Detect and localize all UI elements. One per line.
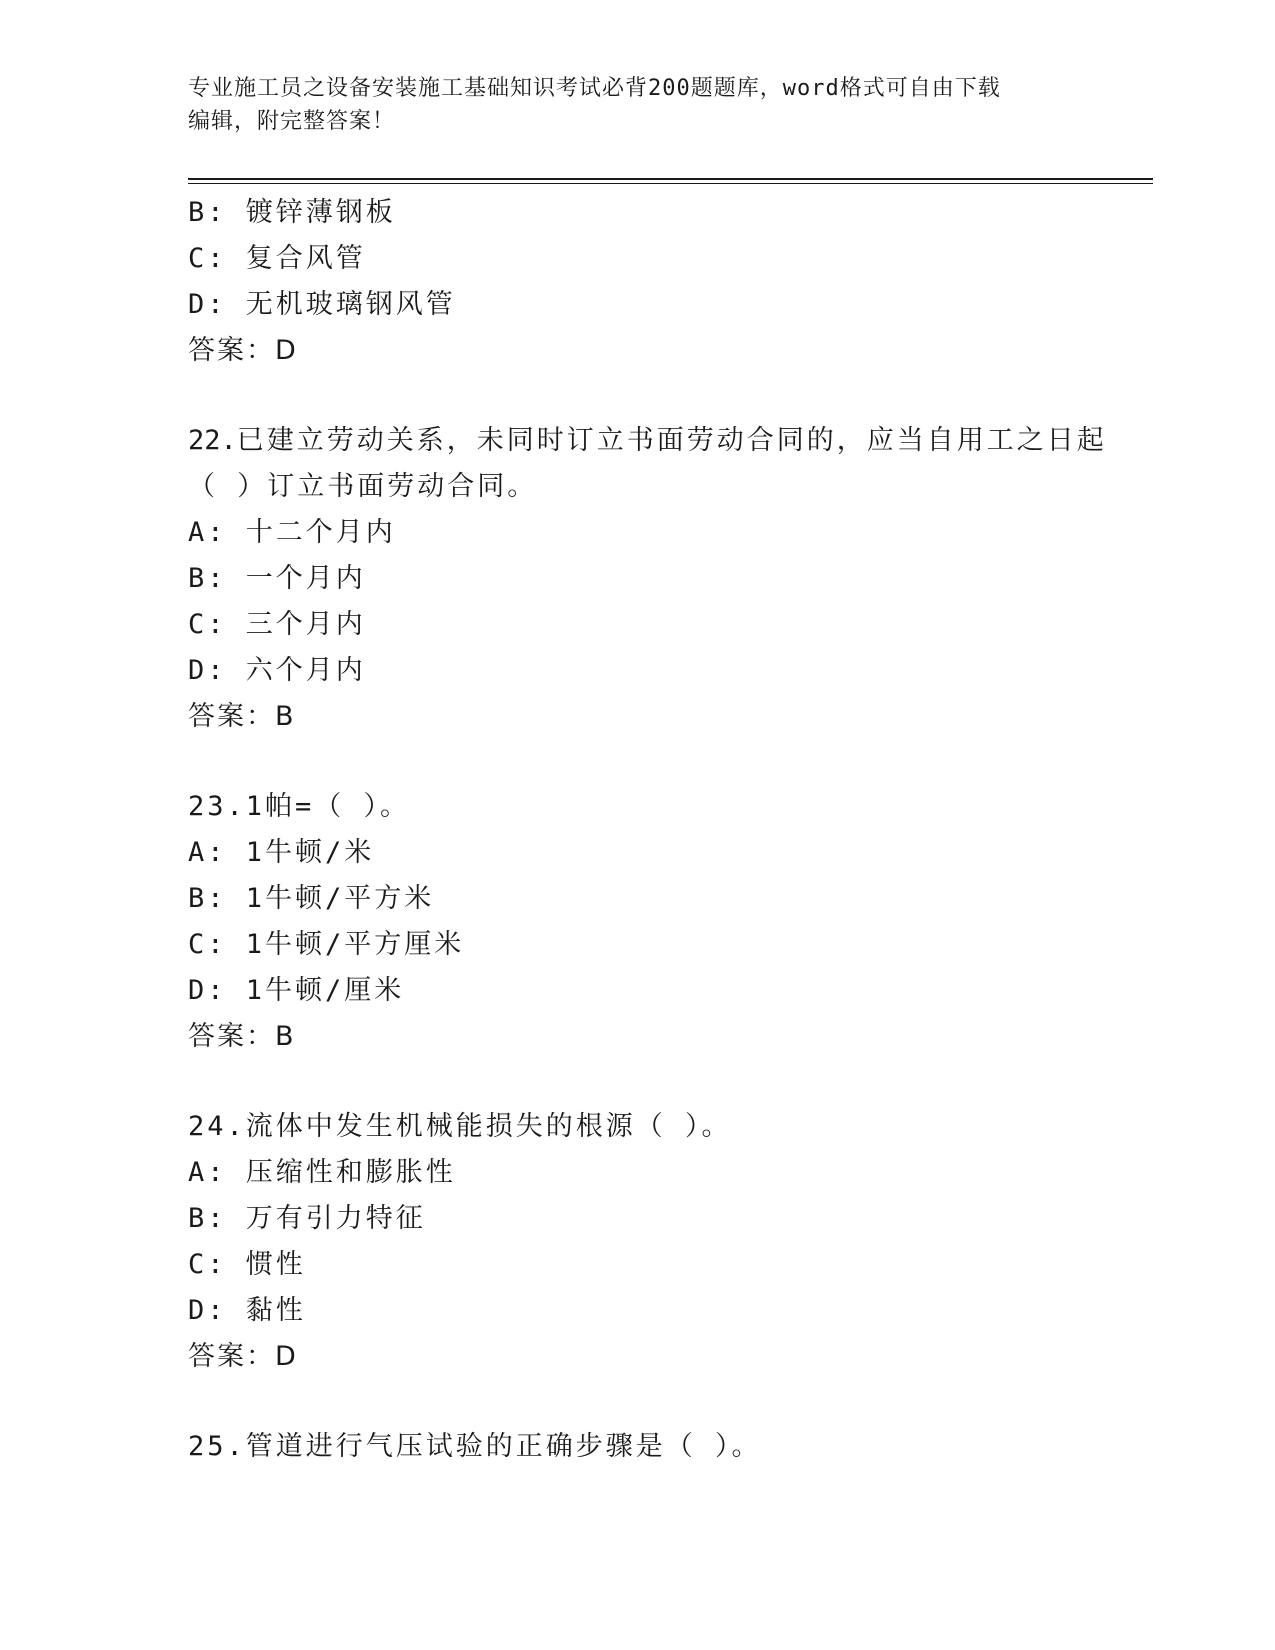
option-a: A: 1牛顿/米 [188,837,375,868]
option-d: D: 黏性 [188,1295,306,1326]
option-b: B: 一个月内 [188,563,366,594]
option-c: C: 惯性 [188,1249,306,1280]
question-content [188,190,1107,1470]
question-23: 23.1帕=（ ）。 [188,791,411,822]
header-divider-thin [188,183,1153,184]
option-c: C: 1牛顿/平方厘米 [188,929,465,960]
question-22 [188,418,1107,510]
option-a: A: 十二个月内 [188,517,396,548]
answer-line: 答案：B [188,701,296,732]
option-a: A: 压缩性和膨胀性 [188,1157,456,1188]
option-c: C: 三个月内 [188,609,366,640]
option-d: D: 无机玻璃钢风管 [188,289,456,320]
header-line-2: 编辑，附完整答案！ [188,109,396,134]
document-header [188,72,1088,138]
option-b: B: 万有引力特征 [188,1203,426,1234]
answer-line: 答案：B [188,1021,296,1052]
question-text: 22.已建立劳动关系，未同时订立书面劳动合同的，应当自用工之日起 [188,425,1107,456]
answer-line: 答案：D [188,1341,298,1372]
option-b: B: 1牛顿/平方米 [188,883,435,914]
option-d: D: 1牛顿/厘米 [188,975,405,1006]
header-divider-thick [188,178,1153,180]
question-25: 25.管道进行气压试验的正确步骤是（ ）。 [188,1431,762,1462]
question-24: 24.流体中发生机械能损失的根源（ ）。 [188,1111,732,1142]
option-d: D: 六个月内 [188,655,366,686]
header-line-1: 专业施工员之设备安装施工基础知识考试必背200题题库，word格式可自由下载 [188,76,1001,101]
option-b: B: 镀锌薄钢板 [188,197,396,228]
question-text-continued: （ ）订立书面劳动合同。 [188,471,538,502]
option-c: C: 复合风管 [188,243,366,274]
answer-line: 答案：D [188,335,298,366]
